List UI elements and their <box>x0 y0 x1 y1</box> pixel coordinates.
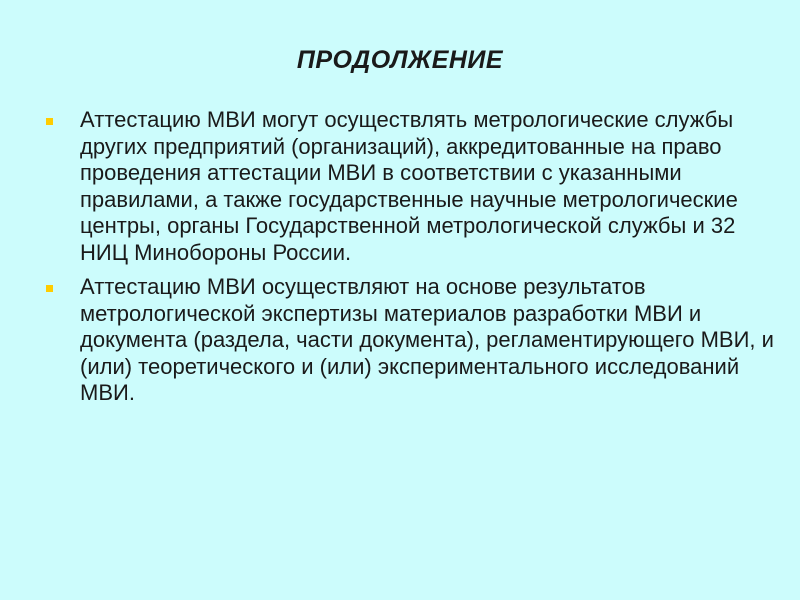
bullet-text: Аттестацию МВИ осуществляют на основе результатов метрологической экспертизы материалов разработки МВИ и документа (раздела, части документа), регламентирующего МВИ, и (или) теоретического и (или) экспериментального исследований МВИ. <box>80 274 774 405</box>
bullet-list <box>42 107 782 415</box>
square-bullet-icon <box>46 118 53 125</box>
square-bullet-icon <box>46 285 53 292</box>
bullet-item <box>42 107 782 266</box>
bullet-item <box>42 274 782 407</box>
bullet-text: Аттестацию МВИ могут осуществлять метрологические службы других предприятий (организаций), аккредитованные на право проведения аттестации МВИ в соответствии с указанными правилами, а также государственные научные метрологические центры, органы Государственной метрологической службы и 32 НИЦ Минобороны России. <box>80 107 738 265</box>
slide-title: ПРОДОЛЖЕНИЕ <box>296 46 504 74</box>
